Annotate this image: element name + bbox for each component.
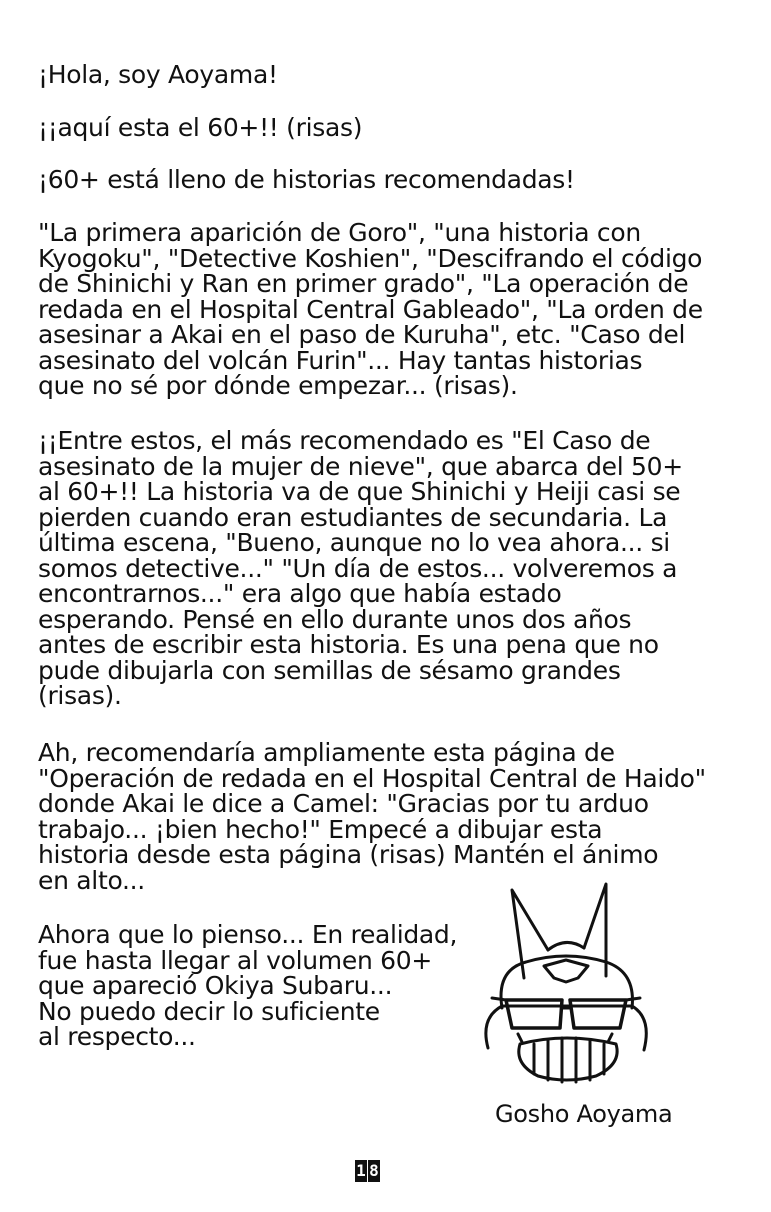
text-line: somos detective..." "Un día de estos... volveremos a	[38, 553, 678, 583]
text-line: que no sé por dónde empezar... (risas).	[38, 371, 518, 400]
haido-hospital-paragraph	[38, 740, 738, 893]
page-number-digit: 8	[369, 1161, 379, 1180]
text-line: "Operación de redada en el Hospital Central de Haido"	[38, 763, 706, 793]
text-line: redada en el Hospital Central Gableado", "La orden de	[38, 294, 703, 324]
text-line: Kyogoku", "Detective Koshien", "Descifrando el código	[38, 243, 703, 273]
greeting-paragraph: ¡Hola, soy Aoyama!	[38, 60, 278, 89]
text-line: esperando. Pensé en ello durante unos dos años	[38, 604, 632, 634]
author-self-portrait-icon	[466, 878, 666, 1088]
text-line: historia desde esta página (risas) Mantén el ánimo	[38, 840, 659, 869]
snow-woman-paragraph	[38, 428, 738, 709]
text-line: asesinato del volcán Furin"... Hay tantas historias	[38, 345, 643, 375]
text-line: "La primera aparición de Goro", "una historia con	[38, 218, 641, 247]
text-line: en alto...	[38, 865, 145, 895]
text-line: asesinar a Akai en el paso de Kuruha", etc. "Caso del	[38, 320, 686, 349]
text-line: asesinato de la mujer de nieve", que abarca del 50+	[38, 451, 683, 481]
intro-paragraph: ¡¡aquí esta el 60+!! (risas)	[38, 113, 363, 142]
okiya-subaru-paragraph	[38, 922, 478, 1050]
text-line: última escena, "Bueno, aunque no lo vea ahora... si	[38, 528, 670, 557]
text-line: (risas).	[38, 681, 122, 710]
text-line: de Shinichi y Ran en primer grado", "La operación de	[38, 269, 689, 298]
author-signature: Gosho Aoyama	[495, 1100, 673, 1128]
text-line: Ahora que lo pienso... En realidad,	[38, 920, 458, 949]
text-line: Ah, recomendaría ampliamente esta página de	[38, 738, 615, 767]
page-number	[355, 1160, 380, 1182]
recommended-paragraph: ¡60+ está lleno de historias recomendadas!	[38, 165, 575, 194]
text-line: antes de escribir esta historia. Es una pena que no	[38, 630, 659, 659]
text-line: No puedo decir lo suficiente	[38, 996, 380, 1026]
text-line: al respecto...	[38, 1022, 196, 1051]
text-line: al 60+!! La historia va de que Shinichi y Heiji casi se	[38, 477, 681, 506]
stories-list-paragraph	[38, 220, 738, 399]
text-line: pierden cuando eran estudiantes de secundaria. La	[38, 502, 668, 532]
text-line: fue hasta llegar al volumen 60+	[38, 945, 432, 975]
text-line: pude dibujarla con semillas de sésamo grandes	[38, 655, 621, 685]
text-line: ¡¡Entre estos, el más recomendado es "El Caso de	[38, 426, 651, 455]
text-line: que apareció Okiya Subaru...	[38, 971, 393, 1000]
page-number-digit: 1	[356, 1161, 366, 1180]
text-line: trabajo... ¡bien hecho!" Empecé a dibujar esta	[38, 814, 603, 844]
text-line: encontrarnos..." era algo que había estado	[38, 579, 562, 608]
text-line: donde Akai le dice a Camel: "Gracias por tu arduo	[38, 789, 649, 818]
